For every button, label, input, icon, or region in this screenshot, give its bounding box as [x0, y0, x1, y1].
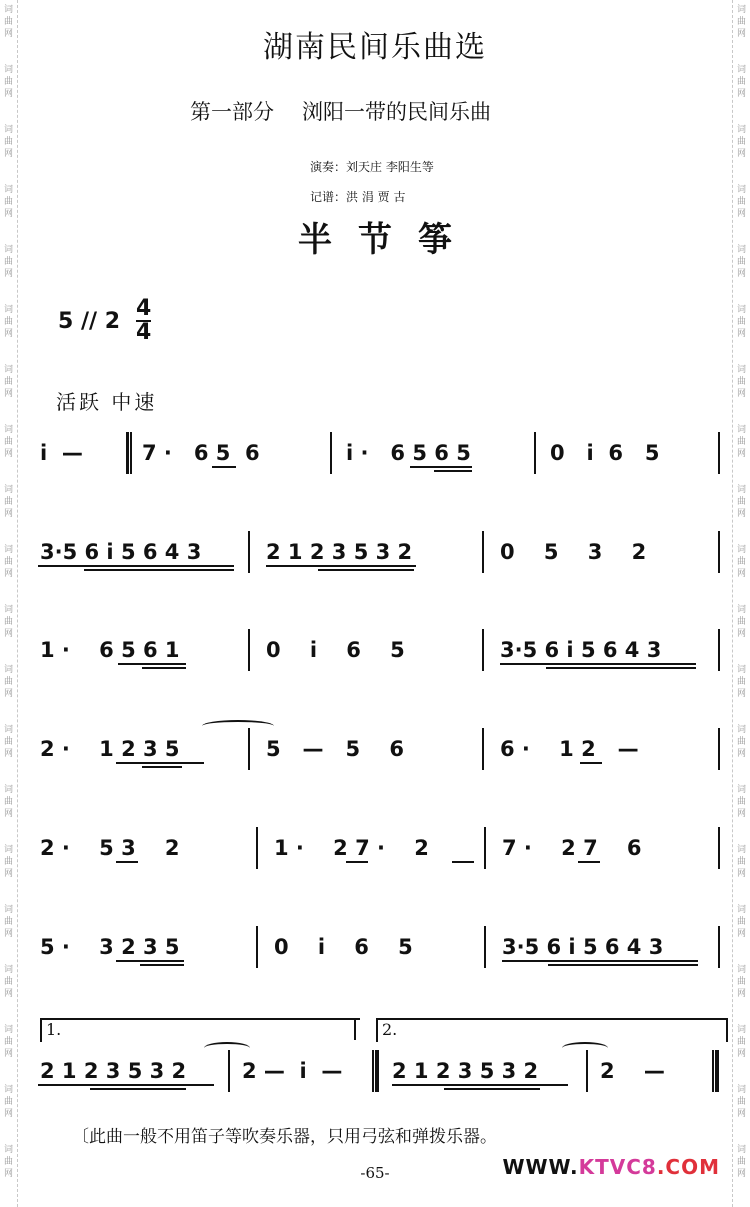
margin-watermark: 词 曲 网: [3, 845, 13, 879]
time-signature: [136, 298, 151, 344]
underline: [38, 565, 234, 567]
margin-watermark: 词 曲 网: [3, 485, 13, 519]
time-signature-top: 4: [136, 296, 152, 321]
measure: 7 · 6 5 6: [142, 441, 260, 465]
site-prefix: WWW.: [502, 1155, 579, 1179]
underline: [346, 861, 368, 863]
score-row-4: [34, 724, 724, 774]
website-watermark: [502, 1155, 720, 1179]
score-row-2: [34, 527, 724, 577]
measure: 0 5 3 2: [500, 540, 647, 564]
repeat-end-bar: [372, 1050, 379, 1092]
measure: 0 i 6 5: [274, 935, 413, 959]
barline: [256, 827, 258, 869]
book-title: 湖南民间乐曲选: [263, 30, 487, 65]
margin-watermark: 词 曲 网: [3, 1145, 13, 1179]
page-number: -65-: [360, 1164, 390, 1182]
barline: [482, 629, 484, 671]
underline: [318, 569, 414, 571]
margin-watermark: 词 曲 网: [3, 5, 13, 39]
margin-watermark: 词 曲 网: [3, 905, 13, 939]
measure: 3·5 6 i 5 6 4 3: [40, 540, 202, 564]
underline: [116, 960, 184, 962]
barline: [482, 531, 484, 573]
measure: 2 · 5 3 2: [40, 836, 180, 860]
first-ending-label: 1.: [46, 1020, 62, 1039]
measure: 2 · 1 2 3 5: [40, 737, 180, 761]
measure: 2 1 2 3 5 3 2: [266, 540, 413, 564]
measure: 7 · 2 7 6: [502, 836, 642, 860]
barline: [482, 728, 484, 770]
left-watermark-strip: [0, 0, 18, 1207]
measure: 2 —: [600, 1059, 665, 1083]
underline: [116, 762, 204, 764]
site-suffix: .COM: [656, 1155, 720, 1179]
site-name: KTVC8: [578, 1155, 657, 1179]
underline: [444, 1088, 540, 1090]
measure: 0 i 6 5: [266, 638, 405, 662]
barline: [718, 531, 720, 573]
score-row-1: [34, 428, 724, 478]
barline: [718, 827, 720, 869]
part-subtitle: 浏阳一带的民间乐曲: [302, 100, 491, 124]
measure: 1 · 6 5 6 1: [40, 638, 180, 662]
margin-watermark: 词 曲 网: [3, 605, 13, 639]
barline: [330, 432, 332, 474]
repeat-start-bar: [126, 432, 132, 474]
first-ending-bracket: [40, 1018, 360, 1042]
margin-watermark: 词 曲 网: [736, 245, 746, 279]
margin-watermark: 词 曲 网: [736, 425, 746, 459]
measure: i —: [40, 441, 83, 465]
margin-watermark: 词 曲 网: [736, 125, 746, 159]
measure: 3·5 6 i 5 6 4 3: [500, 638, 662, 662]
margin-watermark: 词 曲 网: [736, 485, 746, 519]
margin-watermark: 词 曲 网: [736, 305, 746, 339]
underline: [212, 466, 236, 468]
measure: 2 1 2 3 5 3 2: [392, 1059, 539, 1083]
barline: [228, 1050, 230, 1092]
barline: [484, 827, 486, 869]
margin-watermark: 词 曲 网: [3, 125, 13, 159]
margin-watermark: 词 曲 网: [736, 965, 746, 999]
barline: [248, 531, 250, 573]
margin-watermark: 词 曲 网: [736, 365, 746, 399]
tuning-notes: 5 // 2: [58, 308, 121, 334]
margin-watermark: 词 曲 网: [736, 545, 746, 579]
margin-watermark: 词 曲 网: [736, 5, 746, 39]
margin-watermark: 词 曲 网: [3, 965, 13, 999]
margin-watermark: 词 曲 网: [736, 185, 746, 219]
underline: [84, 569, 234, 571]
underline: [142, 766, 182, 768]
right-watermark-strip: [732, 0, 750, 1207]
piece-title: 半节筝: [298, 220, 478, 260]
performance-footnote: 〔此曲一般不用笛子等吹奏乐器，只用弓弦和弹拨乐器。: [72, 1127, 497, 1147]
underline: [452, 861, 474, 863]
transcriber-credit: 记谱：洪 涓 贾 古: [310, 190, 406, 204]
margin-watermark: 词 曲 网: [736, 1145, 746, 1179]
measure: 6 · 1 2 —: [500, 737, 639, 761]
underline: [410, 466, 472, 468]
barline: [586, 1050, 588, 1092]
performers-credit: 演奏：刘天庄 李阳生等: [310, 160, 434, 174]
margin-watermark: 词 曲 网: [736, 65, 746, 99]
key-signature: [58, 298, 151, 344]
first-ending-close: [354, 1018, 356, 1040]
barline: [718, 926, 720, 968]
underline: [548, 964, 698, 966]
underline: [90, 1088, 186, 1090]
measure: 5 · 3 2 3 5: [40, 935, 180, 959]
underline: [116, 861, 138, 863]
final-bar: [712, 1050, 719, 1092]
measure: 1 · 2 7 · 2: [274, 836, 429, 860]
margin-watermark: 词 曲 网: [3, 1085, 13, 1119]
barline: [248, 629, 250, 671]
barline: [718, 728, 720, 770]
margin-watermark: 词 曲 网: [736, 1025, 746, 1059]
margin-watermark: 词 曲 网: [736, 665, 746, 699]
margin-watermark: 词 曲 网: [3, 65, 13, 99]
margin-watermark: 词 曲 网: [3, 785, 13, 819]
margin-watermark: 词 曲 网: [736, 605, 746, 639]
underline: [266, 565, 416, 567]
underline: [118, 663, 186, 665]
underline: [546, 667, 696, 669]
margin-watermark: 词 曲 网: [736, 785, 746, 819]
underline: [392, 1084, 568, 1086]
margin-watermark: 词 曲 网: [736, 725, 746, 759]
measure: 5 — 5 6: [266, 737, 404, 761]
margin-watermark: 词 曲 网: [736, 905, 746, 939]
barline: [718, 432, 720, 474]
score-row-6: [34, 922, 724, 972]
measure: 2 1 2 3 5 3 2: [40, 1059, 187, 1083]
margin-watermark: 词 曲 网: [3, 365, 13, 399]
barline: [534, 432, 536, 474]
barline: [484, 926, 486, 968]
second-ending-label: 2.: [382, 1020, 398, 1039]
underline: [580, 762, 602, 764]
margin-watermark: 词 曲 网: [3, 665, 13, 699]
underline: [142, 667, 186, 669]
second-ending-bracket: [376, 1018, 728, 1042]
underline: [434, 470, 472, 472]
tempo-marking: 活跃 中速: [56, 390, 158, 414]
score-row-5: [34, 823, 724, 873]
margin-watermark: 词 曲 网: [736, 1085, 746, 1119]
underline: [38, 1084, 214, 1086]
barline: [718, 629, 720, 671]
score-row-ending: [34, 1046, 724, 1096]
margin-watermark: 词 曲 网: [3, 545, 13, 579]
score-row-3: [34, 625, 724, 675]
measure: i · 6 5 6 5: [346, 441, 471, 465]
barline: [256, 926, 258, 968]
margin-watermark: 词 曲 网: [3, 1025, 13, 1059]
underline: [502, 960, 698, 962]
part-label: 第一部分: [190, 100, 274, 124]
measure: 0 i 6 5: [550, 441, 660, 465]
measure: 2 — i —: [242, 1059, 343, 1083]
underline: [140, 964, 184, 966]
underline: [500, 663, 696, 665]
barline: [248, 728, 250, 770]
underline: [578, 861, 600, 863]
measure: 3·5 6 i 5 6 4 3: [502, 935, 664, 959]
time-signature-bottom: 4: [136, 320, 152, 345]
margin-watermark: 词 曲 网: [736, 845, 746, 879]
margin-watermark: 词 曲 网: [3, 725, 13, 759]
margin-watermark: 词 曲 网: [3, 245, 13, 279]
margin-watermark: 词 曲 网: [3, 425, 13, 459]
margin-watermark: 词 曲 网: [3, 305, 13, 339]
margin-watermark: 词 曲 网: [3, 185, 13, 219]
part-heading: [190, 96, 491, 126]
